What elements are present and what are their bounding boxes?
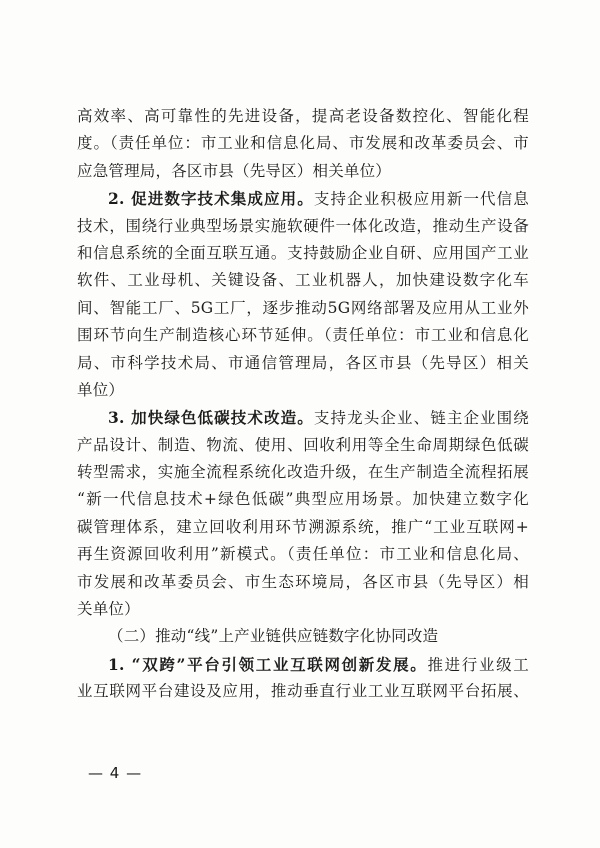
text-line: 碳管理体系，建立回收利用环节溯源系统，推广“工业互联网+ [77, 517, 529, 536]
item-2-heading: 2. 促进数字技术集成应用。 [108, 189, 314, 209]
body-text [77, 103, 529, 706]
item-3-heading: 3. 加快绿色低碳技术改造。 [108, 408, 314, 428]
text-line: 关单位） [77, 600, 140, 619]
paragraph-item-1-first-line [77, 651, 529, 678]
text-line: 应急管理局，各区市县（先导区）相关单位） [77, 161, 392, 180]
text-line: 高效率、高可靠性的先进设备，提高老设备数控化、智能化程 [77, 107, 529, 125]
text-line: 市发展和改革委员会、市生态环境局，各区市县（先导区）相 [77, 572, 529, 591]
text-line: 局、市科学技术局、市通信管理局，各区市县（先导区）相关 [77, 353, 529, 372]
text-run: 支持企业积极应用新一代信息 [313, 190, 529, 209]
text-line: 单位） [77, 380, 125, 399]
text-line: 业互联网平台建设及应用，推动垂直行业工业互联网平台拓展、 [77, 682, 529, 701]
text-run: 支持龙头企业、链主企业围绕 [313, 409, 529, 428]
text-line: 间、智能工厂、5G工厂，逐步推动5G网络部署及应用从工业外 [77, 298, 529, 317]
item-1-heading: 1. “双跨”平台引领工业互联网创新发展。 [108, 654, 428, 674]
text-line: 产品设计、制造、物流、使用、回收利用等全生命周期绿色低碳 [77, 435, 529, 454]
section-heading: （二）推动“线”上产业链供应链数字化协同改造 [108, 627, 439, 646]
text-line: 技术，围绕行业典型场景实施软硬件一体化改造，推动生产设备 [77, 216, 529, 235]
text-line: 转型需求，实施全流程系统化改造升级，在生产制造全流程拓展 [77, 463, 529, 482]
text-line: 和信息系统的全面互联互通。支持鼓励企业自研、应用国产工业 [77, 243, 529, 262]
text-line: 围环节向生产制造核心环节延伸。（责任单位：市工业和信息化 [77, 326, 529, 345]
paragraph-item-2-first-line [77, 185, 529, 212]
text-run: 推进行业级工 [427, 655, 529, 674]
paragraph-item-3-first-line [77, 404, 529, 431]
text-line: “新一代信息技术+绿色低碳”典型应用场景。加快建立数字化 [77, 490, 529, 509]
page-number: — 4 — [88, 764, 143, 782]
text-line: 度。（责任单位：市工业和信息化局、市发展和改革委员会、市 [77, 134, 529, 153]
text-line: 再生资源回收利用”新模式。（责任单位：市工业和信息化局、 [77, 545, 529, 564]
text-line: 软件、工业母机、关键设备、工业机器人，加快建设数字化车 [77, 271, 529, 290]
